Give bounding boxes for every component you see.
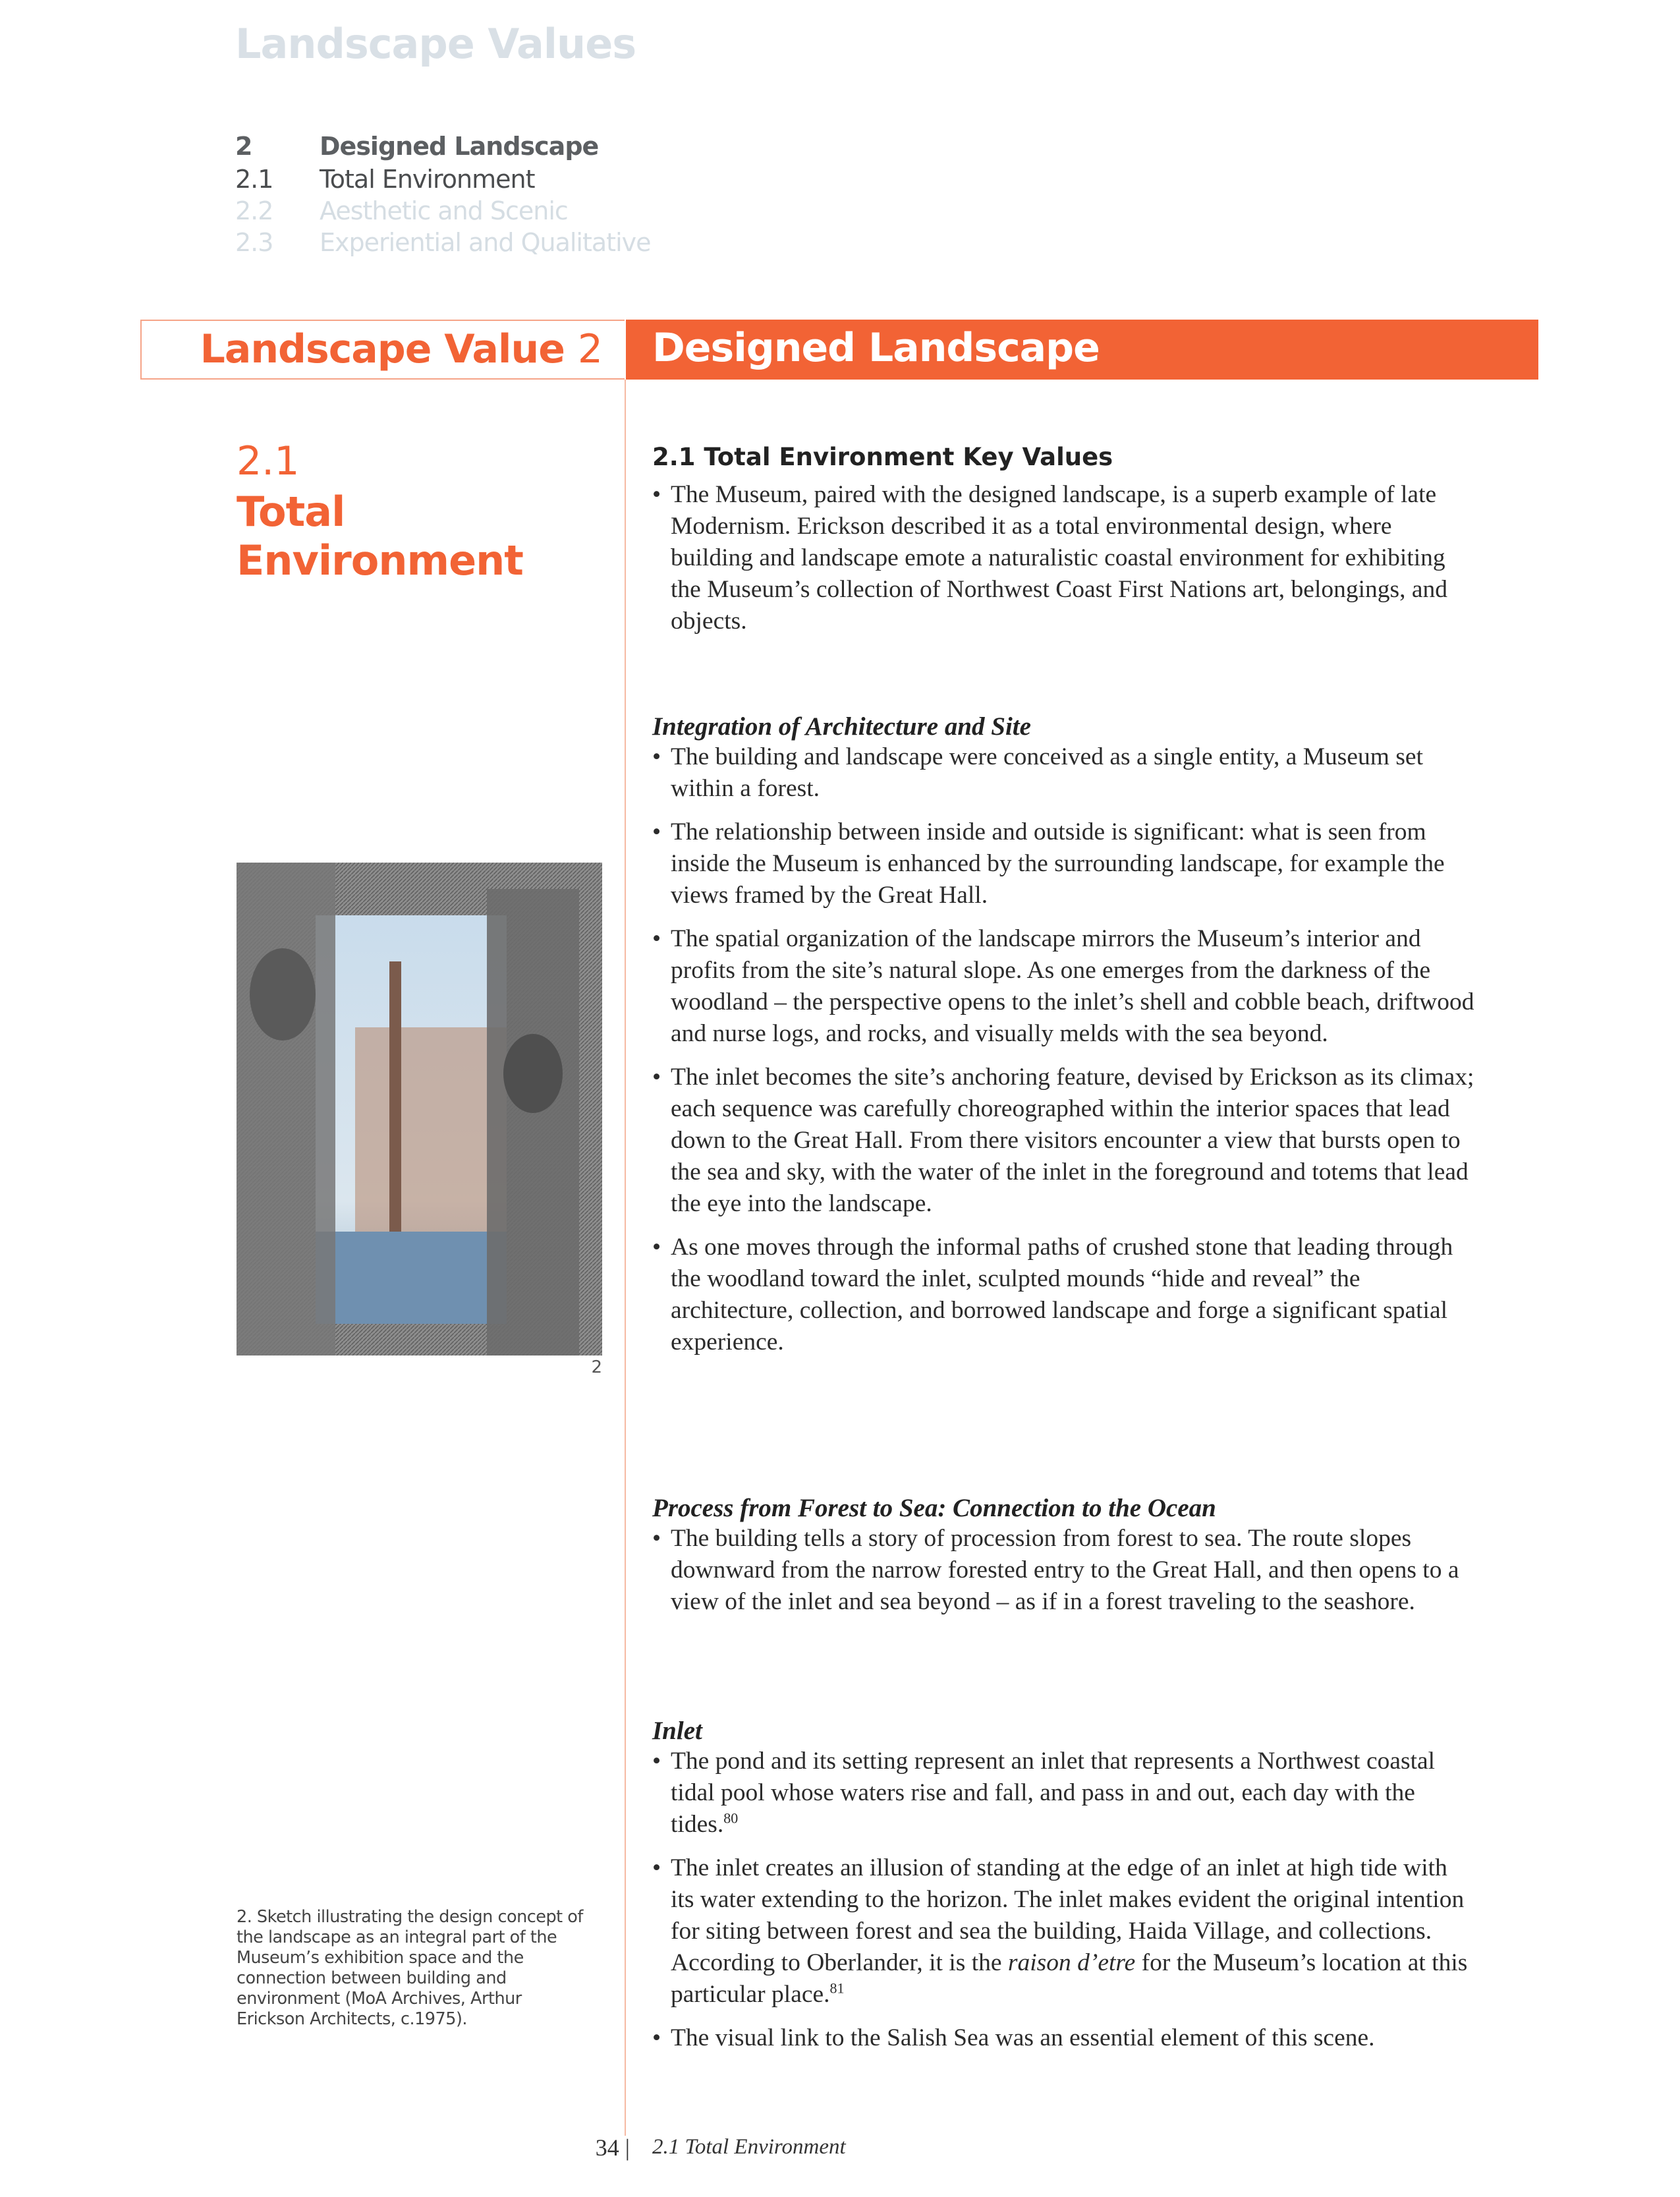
bullet: • [652, 1748, 661, 1775]
integration-section [652, 712, 1476, 1370]
value-band-left [140, 320, 625, 380]
list-item [652, 1746, 1476, 1840]
value-title: Designed Landscape [652, 325, 1100, 371]
list-item-text: The pond and its setting represent an inlet that represents a Northwest coastal tidal pool whose waters rise and fall, and pass in and out, each day with the tides. [671, 1748, 1436, 1838]
value-band-right [626, 320, 1538, 380]
list-item-text: The spatial organization of the landscape mirrors the Museum’s interior and profits from the site’s natural slope. As one emerges from the darkness of the woodland – the perspective opens to the inlet’s shell and cobble beach, driftwood and nurse logs, and rocks, and visually melds with the sea beyond. [671, 925, 1474, 1047]
list-item-text: for the Museum’s location at this particular place. [671, 1949, 1468, 2008]
list-item [652, 1232, 1476, 1358]
bullet: • [652, 1525, 661, 1552]
list-item [652, 1523, 1476, 1618]
document-title: Landscape Values [235, 20, 636, 68]
list-item [652, 741, 1476, 805]
toc-label: Aesthetic and Scenic [320, 196, 568, 225]
list-item-text: The Museum, paired with the designed landscape, is a superb example of late Modernism. Erickson described it as a total environmental design, where building and landscape emote a naturalistic coastal environment for exhibiting the Museum’s collection of Northwest Coast First Nations art, belongings, and objects. [671, 481, 1448, 635]
toc-label: Experiential and Qualitative [320, 228, 651, 257]
toc-num: 2 [235, 132, 252, 161]
list-item [652, 923, 1476, 1050]
section-title [237, 488, 523, 585]
toc-label: Total Environment [320, 165, 535, 194]
section-title-line: Total [237, 488, 345, 536]
value-number: 2 [577, 326, 602, 372]
bullet: • [652, 1234, 661, 1261]
toc-num: 2.2 [235, 196, 273, 225]
list-item [652, 816, 1476, 911]
inlet-section [652, 1716, 1476, 2066]
value-label-text: Landscape Value [200, 326, 565, 372]
value-label [200, 326, 602, 372]
section-number: 2.1 [237, 438, 300, 484]
integration-heading: Integration of Architecture and Site [652, 712, 1031, 741]
bullet: • [652, 743, 661, 770]
column-divider [625, 380, 626, 2136]
list-item-text: The inlet becomes the site’s anchoring feature, devised by Erickson as its climax; each sequence was carefully choreographed within the interior spaces that lead down to the Great Hall. From there visitors encounter a view that bursts open to the sea and sky, with the water of the inlet in the foreground and totems that lead the eye into the landscape. [671, 1064, 1474, 1217]
section-title-line: Environment [237, 536, 523, 585]
list-item-text: The visual link to the Salish Sea was an essential element of this scene. [671, 2024, 1375, 2051]
bullet: • [652, 2024, 661, 2051]
footnote-ref[interactable]: 81 [829, 1980, 845, 1997]
list-item [652, 2022, 1476, 2054]
page-number: 34 | [595, 2134, 630, 2161]
list-item-text: The building and landscape were conceived as a single entity, a Museum set within a forest. [671, 743, 1423, 802]
bullet: • [652, 1064, 661, 1091]
list-item [652, 1062, 1476, 1220]
bullet: • [652, 818, 661, 845]
process-section [652, 1493, 1476, 1630]
emphasis-text: raison d’etre [1007, 1949, 1136, 1976]
figure-number: 2 [591, 1357, 602, 1377]
toc-num: 2.3 [235, 228, 273, 257]
inlet-heading: Inlet [652, 1717, 702, 1745]
list-item [652, 1852, 1476, 2011]
list-item-text: As one moves through the informal paths of crushed stone that leading through the woodland toward the inlet, sculpted mounds “hide and reveal” the architecture, collection, and borrowed landscape and forge a significant spatial experience. [671, 1234, 1453, 1355]
process-heading: Process from Forest to Sea: Connection to the Ocean [652, 1494, 1216, 1522]
footnote-ref[interactable]: 80 [723, 1810, 739, 1827]
bullet: • [652, 925, 661, 952]
toc-num: 2.1 [235, 165, 273, 194]
toc-label: Designed Landscape [320, 132, 599, 161]
footer-section-label: 2.1 Total Environment [652, 2135, 846, 2159]
sketch-figure [237, 863, 602, 1355]
list-item [652, 479, 1476, 637]
figure-caption: 2. Sketch illustrating the design concept of the landscape as an integral part of the Museum’s exhibition space and the connection between building and environment (MoA Archives, Arthur Erickson Architects, c.1975). [237, 1907, 583, 2029]
bullet: • [652, 481, 661, 508]
key-values-heading: 2.1 Total Environment Key Values [652, 443, 1113, 471]
list-item-text: The inlet creates an illusion of standing at the edge of an inlet at high tide with its water extending to the horizon. The inlet makes evident the original intention for siting between forest and sea the building, Haida Village, and collections. According to Oberlander, it is the [671, 1854, 1465, 1976]
key-values-section [652, 443, 1476, 649]
bullet: • [652, 1854, 661, 1881]
list-item-text: The building tells a story of procession from forest to sea. The route slopes downward from the narrow forested entry to the Great Hall, and then opens to a view of the inlet and sea beyond – as if in a forest traveling to the seashore. [671, 1525, 1459, 1615]
list-item-text: The relationship between inside and outside is significant: what is seen from inside the Museum is enhanced by the surrounding landscape, for example the views framed by the Great Hall. [671, 818, 1445, 909]
